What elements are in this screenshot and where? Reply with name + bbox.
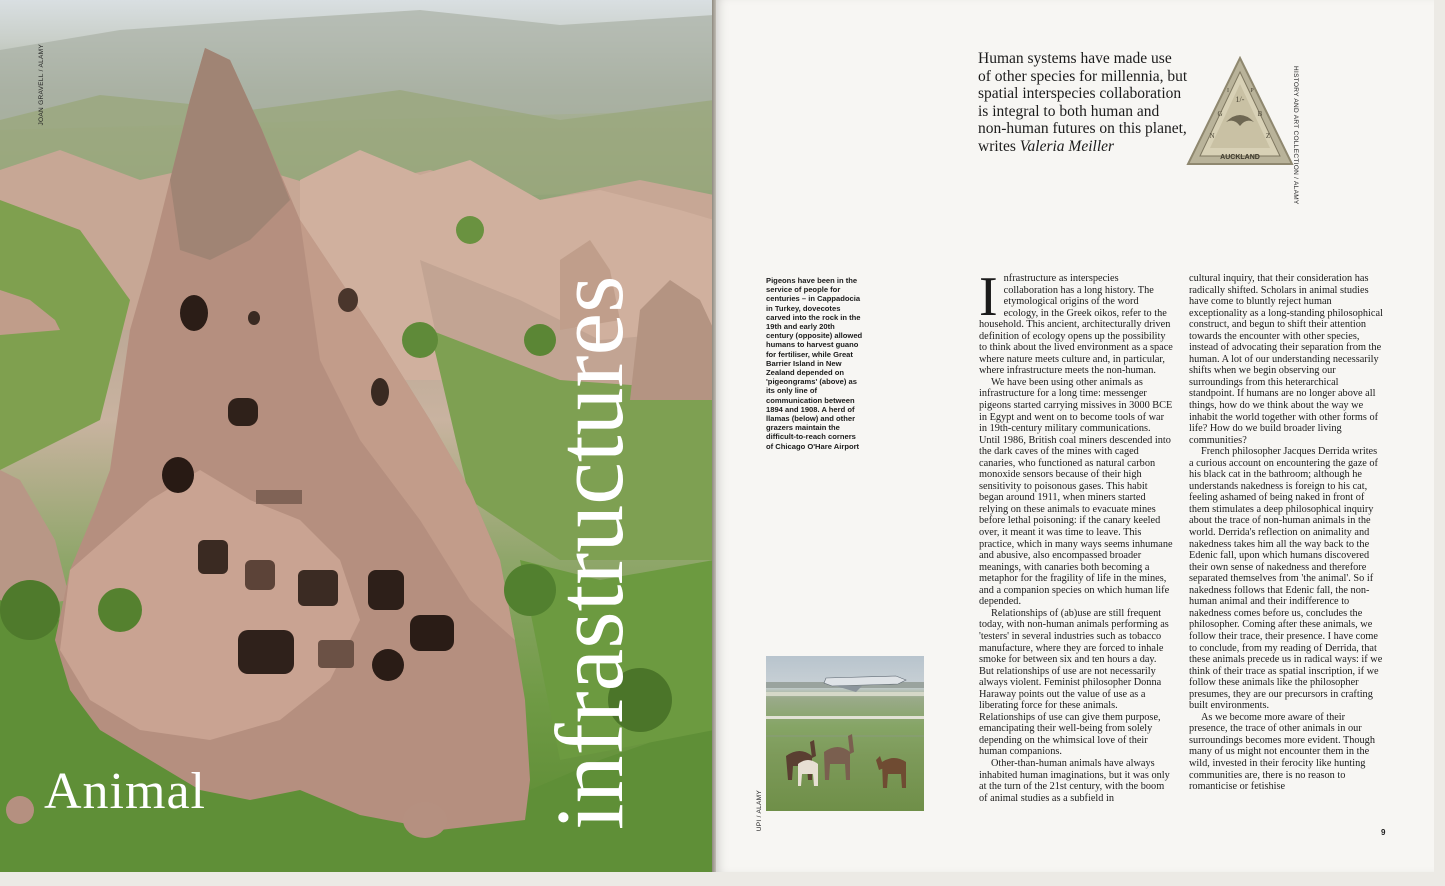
- title-infrastructures: infrastructures: [536, 275, 643, 830]
- stamp-letter-3: G: [1217, 110, 1223, 118]
- paragraph-6: French philosopher Jacques Derrida writes a curious account on encountering the gaze of his black cat in the bathroom; although he understands nakedness is foreign to his cat, feeling ashamed of being naked in front of them stimulates a deep philosophical inquiry about the trace of non-human animals in the world. Derrida's reflection on animality and nakedness takes him all the way back to the Edenic fall, upon which humans discovered their own sense of nakedness and therefore separated themselves from 'the animal'. So if nakedness follows that Edenic fall, the non-human animal and their indifference to nakedness comes before us, concludes the philosopher. Coming after these animals, we follow their trace, their presence. I have come to conclude, from my reading of Derrida, that these animals precede us in radical ways: if we think of their trace as spatial inscription, if we follow these animals like the philosopher presumes, they are our precursors in crafting built environments.: [1189, 446, 1383, 712]
- small-photo-credit: UPI / ALAMY: [756, 790, 763, 832]
- stamp-letter-1: N: [1209, 132, 1215, 140]
- stamp-letter-2: Z: [1265, 132, 1271, 140]
- stamp-letter-5: I: [1227, 88, 1229, 94]
- body-column-2: [1189, 273, 1383, 793]
- drop-cap: I: [979, 266, 998, 328]
- author-name: Valeria Meiller: [1019, 137, 1115, 155]
- stamp-place: AUCKLAND: [1220, 154, 1260, 161]
- paragraph-2: We have been using other animals as infrastructure for a long time: messenger pigeons started carrying missives in 3000 BCE in Egypt and went on to become tools of war in 19th-century military communications. Until 1986, British coal miners descended into the dark caves of the mines with caged canaries, who functioned as natural carbon monoxide sensors because of their high sensitivity to poisonous gases. This habit began around 1911, when miners started relying on these animals to evacuate mines before lethal poisoning: if the canary keeled over, it meant it was time to leave. This practice, which in many ways seems inhumane and abusive, also encompassed broader meanings, with canaries both becoming a metaphor for the fragility of life in the mines, and a companion species on which human life depended.: [979, 376, 1173, 608]
- stamp-letter-4: B: [1257, 110, 1263, 118]
- paragraph-1: [979, 266, 1173, 377]
- stamp-value: 1/-: [1235, 95, 1245, 104]
- standfirst: [978, 50, 1188, 155]
- standfirst-text: Human systems have made use of other species for millennia, but spatial interspecies collaboration is integral to both human and non-human futures on this planet, writes: [978, 50, 1188, 155]
- left-page-photo: [0, 0, 714, 872]
- stamp-credit: HISTORY AND ART COLLECTION / ALAMY: [1292, 66, 1299, 205]
- stamp-letter-6: P: [1250, 88, 1254, 94]
- photo-credit-left: JOAN GRAVELL / ALAMY: [38, 44, 45, 126]
- paragraph-1-text: nfrastructure as interspecies collaboration has a long history. The etymological origins of the word ecology, in the Greek oikos, refer to the household. This ancient, architecturally driven definition of ecology opens up the possibility to think about the lived environment as a space where nature meets culture and, in particular, where infrastructure meets the non-human.: [979, 273, 1173, 377]
- image-caption: Pigeons have been in the service of people for centuries – in Cappadocia in Turkey, dovecotes carved into the rock in the 19th and early 20th century (opposite) allowed humans to harvest guano for fertiliser, while Great Barrier Island in New Zealand depended on 'pigeongrams' (above) as its only line of communication between 1894 and 1908. A herd of llamas (below) and other grazers maintain the difficult-to-reach corners of Chicago O'Hare Airport: [766, 276, 863, 451]
- paragraph-7: As we become more aware of their presence, the trace of other animals in our surroundings becomes more evident. Though many of us might not encounter them in the wild, invested in their ferocity like hunting communities are, there is no reason to romanticise or fetishise: [1189, 711, 1375, 793]
- llama-airport-photo: [766, 656, 924, 811]
- paragraph-4: Other-than-human animals have always inhabited human imaginations, but it was only at the turn of the 21st century, with the boom of animal studies as a subfield in: [979, 757, 1170, 804]
- page-number: 9: [1381, 828, 1386, 837]
- llama-herd: [786, 734, 906, 788]
- paragraph-5: cultural inquiry, that their consideration has radically shifted. Scholars in animal studies have come to bluntly reject human exceptionality as a long-standing philosophical construct, and begun to shift their attention towards the encounter with other species, instead of advocating their separation from the human. A lot of our understanding necessarily shifts when we begin observing our surroundings from this heterarchical standpoint. If humans are no longer above all things, how do we think about the way we inhabit the world together with other forms of life? How do we build broader living communities?: [1189, 273, 1383, 446]
- paragraph-3: Relationships of (ab)use are still frequent today, with non-human animals performing as 'testers' in several industries such as tobacco manufacture, where they are forced to inhale smoke for between six and ten hours a day. But relationships of use are not necessarily always violent. Feminist philosopher Donna Haraway points out the value of use as a liberating force for these animals. Relationships of use can give them purpose, emancipating their well-being from solely depending on the whimsical love of their human companions.: [979, 607, 1169, 758]
- pigeongram-stamp: [1186, 56, 1294, 168]
- title-animal: Animal: [44, 763, 206, 820]
- llama-photo: [766, 656, 924, 811]
- body-column-1: [979, 266, 1173, 804]
